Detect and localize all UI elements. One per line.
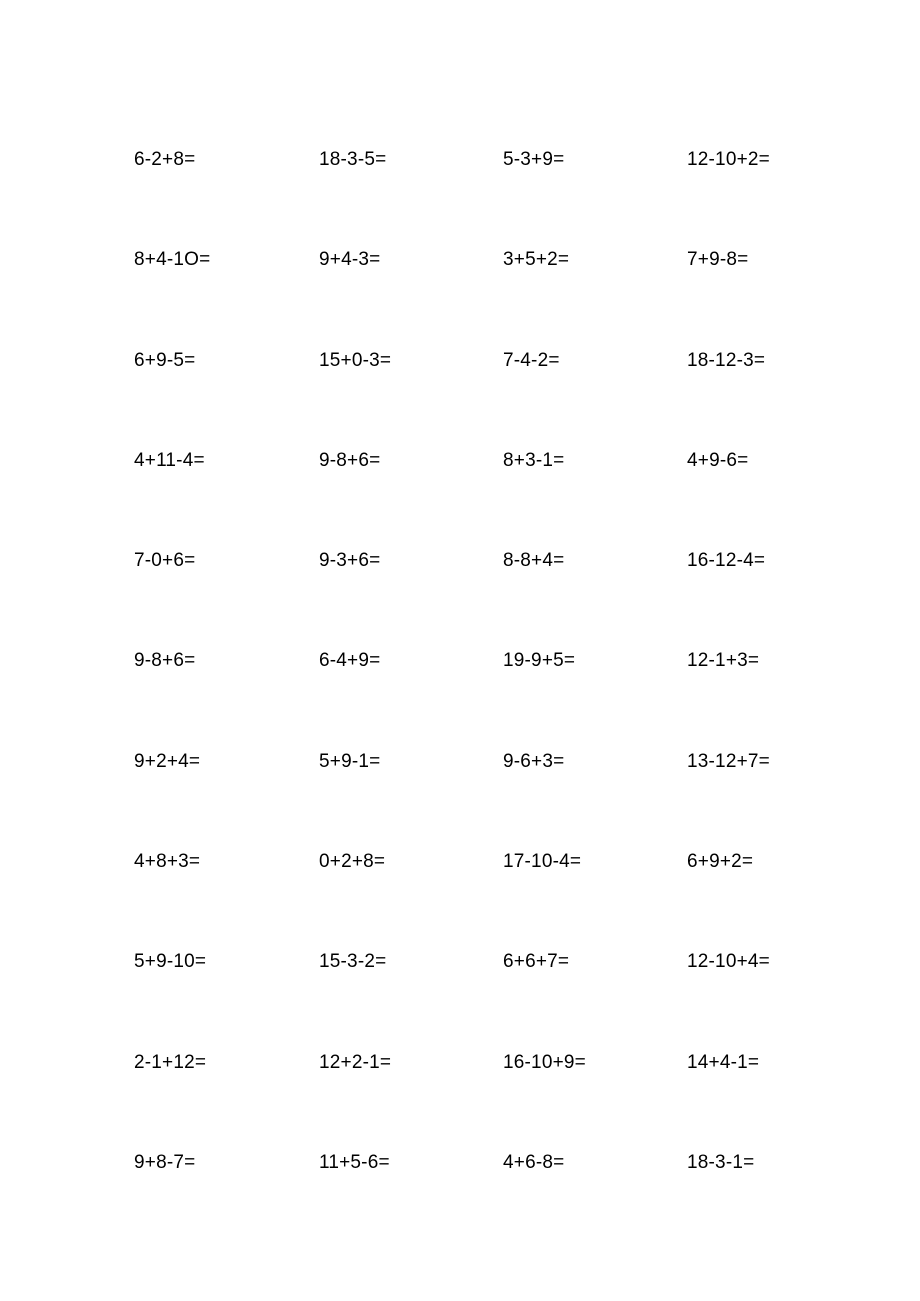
problem-item: 4+9-6= bbox=[687, 449, 749, 471]
problem-item: 9-8+6= bbox=[134, 650, 196, 672]
problem-item: 11+5-6= bbox=[319, 1151, 390, 1173]
problem-item: 9+4-3= bbox=[319, 249, 381, 271]
problem-item: 6-4+9= bbox=[319, 650, 381, 672]
problem-item: 9+8-7= bbox=[134, 1151, 196, 1173]
problem-item: 4+8+3= bbox=[134, 851, 201, 873]
problem-item: 18-3-1= bbox=[687, 1151, 755, 1173]
problem-item: 16-10+9= bbox=[503, 1051, 586, 1073]
problem-item: 4+11-4= bbox=[134, 449, 205, 471]
problem-item: 15+0-3= bbox=[319, 349, 392, 371]
problem-item: 15-3-2= bbox=[319, 951, 387, 973]
problem-item: 17-10-4= bbox=[503, 851, 582, 873]
problem-item: 0+2+8= bbox=[319, 851, 386, 873]
problem-item: 12-1+3= bbox=[687, 650, 760, 672]
problem-item: 18-12-3= bbox=[687, 349, 766, 371]
problem-item: 14+4-1= bbox=[687, 1051, 760, 1073]
problem-item: 7+9-8= bbox=[687, 249, 749, 271]
problem-item: 9-6+3= bbox=[503, 750, 565, 772]
problem-item: 6+6+7= bbox=[503, 951, 570, 973]
problem-item: 9-3+6= bbox=[319, 550, 381, 572]
problem-item: 4+6-8= bbox=[503, 1151, 565, 1173]
problem-item: 9-8+6= bbox=[319, 449, 381, 471]
problem-item: 5-3+9= bbox=[503, 149, 565, 170]
problem-item: 19-9+5= bbox=[503, 650, 576, 672]
problem-item: 7-4-2= bbox=[503, 349, 560, 371]
problem-item: 2-1+12= bbox=[134, 1051, 207, 1073]
problem-item: 5+9-1= bbox=[319, 750, 381, 772]
problem-item: 8+3-1= bbox=[503, 449, 565, 471]
problem-item: 9+2+4= bbox=[134, 750, 201, 772]
problem-item: 13-12+7= bbox=[687, 750, 770, 772]
problem-item: 12-10+4= bbox=[687, 951, 770, 973]
problem-item: 6+9+2= bbox=[687, 851, 754, 873]
problem-item: 3+5+2= bbox=[503, 249, 570, 271]
problem-item: 6-2+8= bbox=[134, 149, 196, 170]
problem-grid bbox=[134, 146, 854, 1249]
problem-item: 7-0+6= bbox=[134, 550, 196, 572]
problem-item: 12+2-1= bbox=[319, 1051, 392, 1073]
problem-item: 8+4-1O= bbox=[134, 249, 211, 271]
problem-item: 16-12-4= bbox=[687, 550, 766, 572]
problem-item: 18-3-5= bbox=[319, 149, 387, 170]
problem-item: 12-10+2= bbox=[687, 149, 770, 170]
problem-item: 8-8+4= bbox=[503, 550, 565, 572]
problem-item: 6+9-5= bbox=[134, 349, 196, 371]
problem-item: 5+9-10= bbox=[134, 951, 207, 973]
